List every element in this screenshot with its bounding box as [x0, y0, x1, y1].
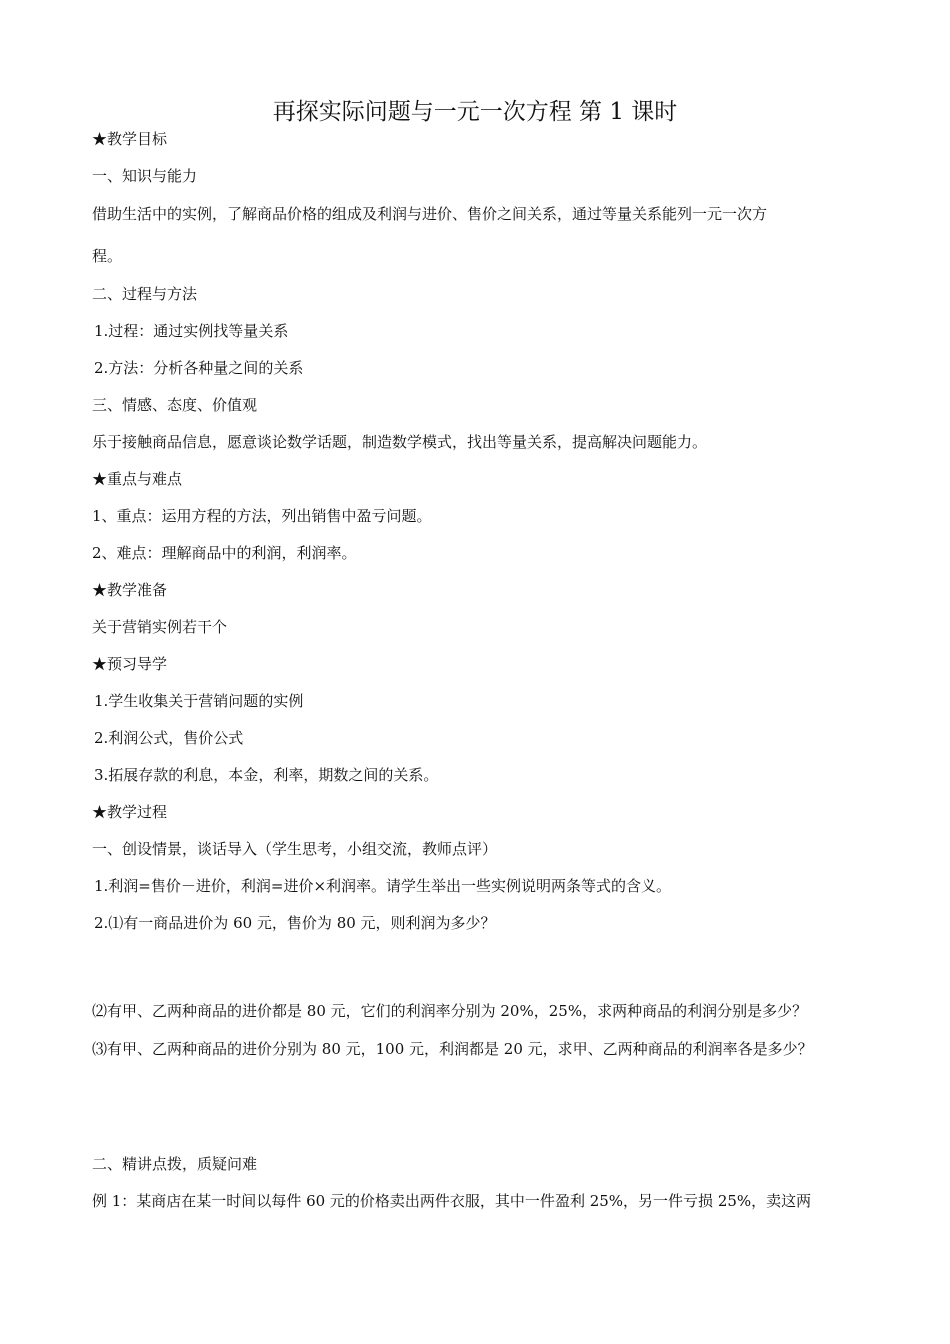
paragraph-line: 乐于接触商品信息，愿意谈论数学话题，制造数学模式，找出等量关系，提高解决问题能力。	[92, 433, 708, 451]
list-item: 1.利润=售价－进价，利润=进价×利润率。请学生举出一些实例说明两条等式的含义。	[94, 877, 672, 895]
paragraph-line: 借助生活中的实例，了解商品价格的组成及利润与进价、售价之间关系，通过等量关系能列一元一次方	[92, 205, 768, 223]
paragraph-line: 程。	[92, 247, 123, 265]
example-line: 例 1：某商店在某一时间以每件 60 元的价格卖出两件衣服，其中一件盈利 25%，另一件亏损 25%，卖这两	[92, 1192, 812, 1210]
question-line: 2.⑴有一商品进价为 60 元，售价为 80 元，则利润为多少？	[94, 914, 496, 932]
heading-teaching-prep: ★教学准备	[92, 581, 168, 599]
subheading-explanation: 二、精讲点拨，质疑问难	[92, 1155, 258, 1173]
list-item: 2.利润公式，售价公式	[94, 729, 244, 747]
list-item: 2、难点：理解商品中的利润，利润率。	[92, 544, 357, 562]
list-item: 1.过程：通过实例找等量关系	[94, 322, 289, 340]
paragraph-line: 关于营销实例若干个	[92, 618, 228, 636]
heading-teaching-goals: ★教学目标	[92, 130, 168, 148]
list-item: 1、重点：运用方程的方法，列出销售中盈亏问题。	[92, 507, 432, 525]
list-item: 2.方法：分析各种量之间的关系	[94, 359, 304, 377]
heading-key-points: ★重点与难点	[92, 470, 183, 488]
question-line: ⑶有甲、乙两种商品的进价分别为 80 元，100 元，利润都是 20 元，求甲、乙两种商品的利润率各是多少？	[92, 1040, 813, 1058]
heading-preview: ★预习导学	[92, 655, 168, 673]
list-item: 1.学生收集关于营销问题的实例	[94, 692, 304, 710]
subheading-scenario: 一、创设情景，谈话导入（学生思考，小组交流，教师点评）	[92, 840, 498, 858]
question-line: ⑵有甲、乙两种商品的进价都是 80 元，它们的利润率分别为 20%，25%，求两种商品的利润分别是多少？	[92, 1002, 808, 1020]
heading-teaching-process: ★教学过程	[92, 803, 168, 821]
subheading-knowledge-ability: 一、知识与能力	[92, 167, 198, 185]
subheading-process-method: 二、过程与方法	[92, 285, 198, 303]
document-title: 再探实际问题与一元一次方程 第 1 课时	[272, 99, 678, 125]
list-item: 3.拓展存款的利息，本金，利率，期数之间的关系。	[94, 766, 439, 784]
subheading-emotion-attitude: 三、情感、态度、价值观	[92, 396, 258, 414]
